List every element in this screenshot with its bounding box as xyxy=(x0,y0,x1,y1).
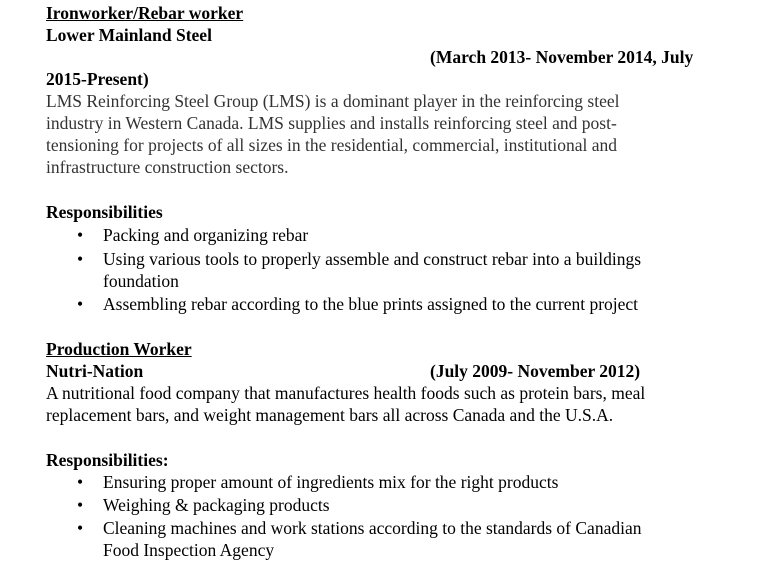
responsibility-text: Ensuring proper amount of ingredients mix for the right products xyxy=(103,472,559,492)
bullet-icon: • xyxy=(77,225,84,245)
job-description-line: LMS Reinforcing Steel Group (LMS) is a dominant player in the reinforcing steel xyxy=(46,91,620,111)
job-description-line: A nutritional food company that manufactures health foods such as protein bars, meal xyxy=(46,383,646,403)
job-description-line: replacement bars, and weight management bars all across Canada and the U.S.A. xyxy=(46,405,614,425)
responsibility-text: Food Inspection Agency xyxy=(103,540,275,560)
responsibility-text: Packing and organizing rebar xyxy=(103,225,309,245)
company-name-nutri-nation: Nutri-Nation xyxy=(46,361,144,381)
bullet-icon: • xyxy=(77,472,84,492)
job-title-production-worker: Production Worker xyxy=(46,339,192,359)
responsibility-text: Cleaning machines and work stations according to the standards of Canadian xyxy=(103,518,642,538)
job-dates-part2: 2015-Present) xyxy=(46,69,149,89)
responsibility-text: foundation xyxy=(103,271,179,291)
job-description-line: infrastructure construction sectors. xyxy=(46,157,289,177)
bullet-icon: • xyxy=(77,518,84,538)
job-description-line: tensioning for projects of all sizes in the residential, commercial, institutional and xyxy=(46,135,618,155)
company-name-lms: Lower Mainland Steel xyxy=(46,25,212,45)
bullet-icon: • xyxy=(77,495,84,515)
responsibilities-heading: Responsibilities xyxy=(46,202,163,222)
job-dates-part1: (March 2013- November 2014, July xyxy=(430,47,694,67)
responsibility-text: Using various tools to properly assemble and construct rebar into a buildings xyxy=(103,249,642,269)
responsibility-text: Assembling rebar according to the blue prints assigned to the current project xyxy=(103,294,639,314)
bullet-icon: • xyxy=(77,294,84,314)
responsibilities-heading: Responsibilities: xyxy=(46,450,169,470)
responsibility-text: Weighing & packaging products xyxy=(103,495,330,515)
job-title-ironworker: Ironworker/Rebar worker xyxy=(46,3,244,23)
bullet-icon: • xyxy=(77,249,84,269)
job-dates: (July 2009- November 2012) xyxy=(430,361,641,381)
job-description-line: industry in Western Canada. LMS supplies and installs reinforcing steel and post- xyxy=(46,113,617,133)
